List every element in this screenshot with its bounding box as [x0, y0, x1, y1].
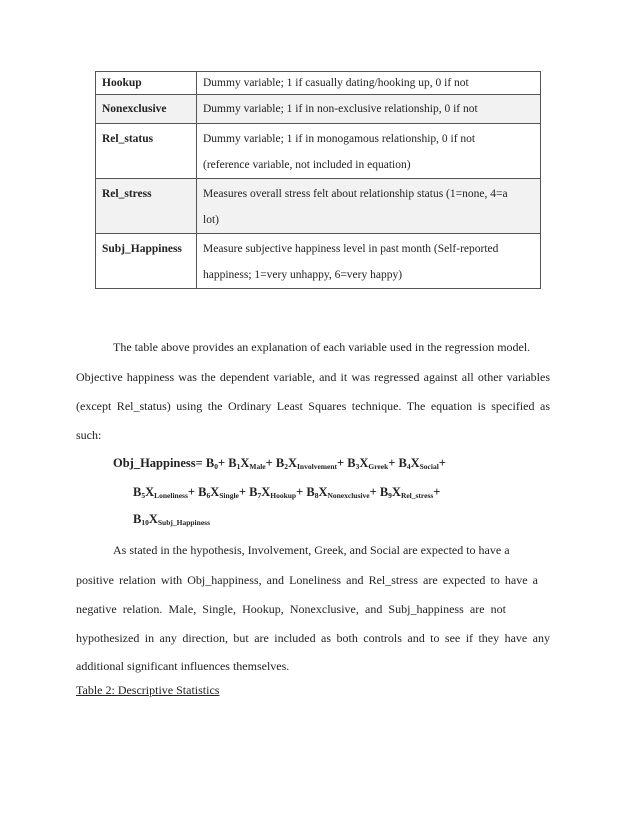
description-line: Measure subjective happiness level in past month (Self-reported [203, 243, 499, 255]
equation-term: $B_3X_{Greek}$ [347, 456, 389, 471]
variable-name: Rel_status [96, 124, 197, 179]
variable-name: Rel_stress [96, 179, 197, 234]
variable-description [197, 124, 541, 179]
variable-description [197, 72, 541, 95]
table-caption: Table 2: Descriptive Statistics [76, 683, 220, 697]
body-text-line: (except Rel_status) using the Ordinary Least Squares technique. The equation is specified as [76, 399, 550, 413]
body-text-line: hypothesized in any direction, but are included as both controls and to see if they have any [76, 631, 550, 645]
variables-table [95, 71, 541, 289]
variable-description [197, 234, 541, 289]
body-text-line: As stated in the hypothesis, Involvement, Greek, and Social are expected to have a [113, 543, 510, 557]
table-row [96, 95, 541, 124]
equation-term: $B_4X_{Social}$ [398, 456, 439, 471]
description-line: (reference variable, not included in equation) [203, 159, 411, 171]
variable-description [197, 179, 541, 234]
description-line: Dummy variable; 1 if casually dating/hooking up, 0 if not [203, 77, 469, 89]
regression-equation-line-3 [133, 512, 210, 527]
regression-equation-line-1: Obj_Happiness= $B_0+ B_1X_{Male}+ B_2X_{Involvement}+ B_3X_{Greek}+ B_4X_{Social}+$ [113, 456, 446, 471]
body-text-line: such: [76, 428, 102, 442]
equation-term: $B_8X_{Nonexclusive}$ [306, 485, 370, 500]
description-line: Measures overall stress felt about relationship status (1=none, 4=a [203, 188, 508, 200]
variable-name: Hookup [96, 72, 197, 95]
variable-name: Subj_Happiness [96, 234, 197, 289]
description-line: Dummy variable; 1 if in monogamous relationship, 0 if not [203, 133, 476, 145]
regression-equation-line-2: $B_5X_{Loneliness}+ B_6X_{Single}+ B_7X_{Hookup}+ B_8X_{Nonexclusive}+ B_9X_{Rel\_stress}+$ [133, 485, 441, 500]
equation-term: $B_9X_{Rel\_stress}$ [379, 485, 434, 500]
equation-term: $B_2X_{Involvement}$ [275, 456, 338, 471]
description-line: Dummy variable; 1 if in non-exclusive relationship, 0 if not [203, 103, 478, 115]
body-text-line: additional significant influences themselves. [76, 659, 290, 673]
variable-description [197, 95, 541, 124]
table-row [96, 124, 541, 179]
table-row [96, 234, 541, 289]
body-text-line: Objective happiness was the dependent variable, and it was regressed against all other variables [76, 370, 550, 384]
body-text-line: negative relation. Male, Single, Hookup, Nonexclusive, and Subj_happiness are not [76, 602, 506, 616]
variable-name: Nonexclusive [96, 95, 197, 124]
description-line: lot) [203, 214, 219, 226]
description-line: happiness; 1=very unhappy, 6=very happy) [203, 269, 403, 281]
equation-term: $B_5X_{Loneliness}$ [133, 485, 188, 500]
body-text-line: positive relation with Obj_happiness, and Loneliness and Rel_stress are expected to have a [76, 573, 538, 587]
equation-term: $B_{10}X_{Subj\_Happiness}$ [133, 512, 210, 527]
body-text-line: The table above provides an explanation of each variable used in the regression model. [113, 340, 531, 354]
equation-lhs: Obj_Happiness= [113, 456, 206, 470]
table-row [96, 72, 541, 95]
equation-term: $B_7X_{Hookup}$ [249, 485, 297, 500]
table-row [96, 179, 541, 234]
equation-term: $B_6X_{Single}$ [198, 485, 239, 500]
equation-term: $B_0$ [205, 456, 219, 471]
equation-term: $B_1X_{Male}$ [228, 456, 266, 471]
